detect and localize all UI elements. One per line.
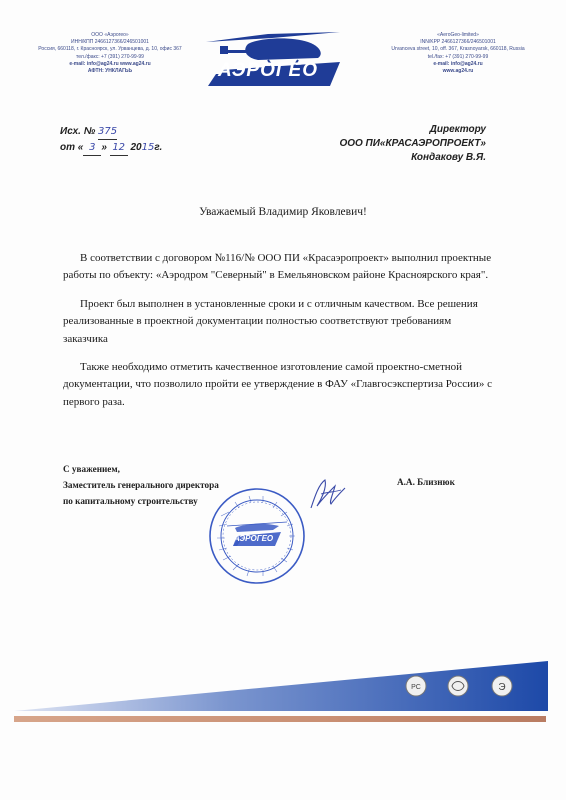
ref-year-suffix: 15 (141, 142, 155, 153)
address-en: Urvanceva street, 10, off. 367, Krasnoyarsk, 660118, Russia (391, 46, 525, 53)
signer-title-line2: по капитальному строительству (63, 496, 198, 506)
ref-year-prefix: 20 (130, 142, 142, 153)
web-en: www.ag24.ru (442, 68, 474, 75)
addressee-position: Директору (429, 124, 486, 135)
body-paragraph: Также необходимо отметить качественное изготовление самой проектно-сметной документации, что позволило пройти ее утверждение в ФАУ «Главгосэкспертиза России» с первого раза. (63, 361, 492, 408)
body-paragraph: Проект был выполнен в установленные сроки и с отличным качеством. Все решения реализованные в проектной документации полностью соответствуют требованиям заказчика (63, 297, 478, 345)
bank-ru: АФТН: УНКЛАГЬЬ (87, 68, 133, 75)
ref-year-end: г. (154, 142, 163, 153)
svg-text:Э: Э (498, 682, 506, 693)
phone-en: tel./fax: +7 (391) 270-99-99 (427, 53, 489, 60)
company-name-en: «AeroGeo-limited» (437, 32, 479, 38)
footer-brown-rule (14, 716, 546, 722)
ref-number-label: Исх. № (60, 126, 96, 137)
footer-band (0, 655, 566, 725)
closing-phrase: С уважением, (63, 464, 120, 474)
signature-block (63, 461, 219, 509)
eco-mark-icon (490, 674, 514, 698)
inn-en: INN/KPP 2466127366/246501001 (420, 39, 496, 46)
certification-mark-icon (404, 674, 428, 698)
svg-text:РС: РС (411, 684, 421, 691)
letterhead-right (372, 32, 544, 75)
ref-month: 12 (110, 140, 128, 156)
outgoing-reference: Исх. № 375 от « 3 » 12 2015г. (60, 124, 162, 156)
signer-name: А.А. Близнюк (397, 477, 455, 487)
email-en: e-mail: info@ag24.ru (433, 60, 483, 67)
ref-date-label: от (60, 142, 75, 153)
addressee-block (339, 123, 486, 165)
company-name-ru: ООО «Аэрогео» (91, 32, 129, 38)
greeting: Уважаемый Владимир Яковлевич! (199, 206, 367, 218)
quality-mark-icon (446, 674, 470, 698)
stamp-text: АЭРОГЕО (234, 534, 274, 543)
address-ru: Россия, 660118, г. Красноярск, ул. Урванцева, д. 10, офис 367 (38, 46, 182, 53)
body-paragraph: В соответствии с договором №116/№ ООО ПИ «Красаэропроект» выполнил проектные работы по объекту: «Аэродром "Северный" в Емельяновском районе Красноярского края". (63, 252, 492, 282)
inn-ru: ИНН/КПП 2466127366/246501001 (71, 39, 149, 46)
ref-day: 3 (83, 140, 101, 156)
addressee-name: Кондакову В.Я. (411, 152, 486, 163)
email-ru: e-mail: info@ag24.ru www.ag24.ru (69, 60, 151, 67)
logo-text: АЭРОГЕО (218, 60, 318, 81)
signer-title-line1: Заместитель генерального директора (63, 480, 219, 490)
phone-ru: тел./факс: +7 (391) 270-99-99 (76, 53, 144, 60)
letterhead-left (20, 32, 200, 75)
ref-number-value: 375 (98, 124, 117, 140)
letter-body (63, 250, 495, 422)
handwritten-signature (305, 474, 350, 514)
addressee-company: ООО ПИ«КРАСАЭРОПРОЕКТ» (339, 138, 486, 149)
